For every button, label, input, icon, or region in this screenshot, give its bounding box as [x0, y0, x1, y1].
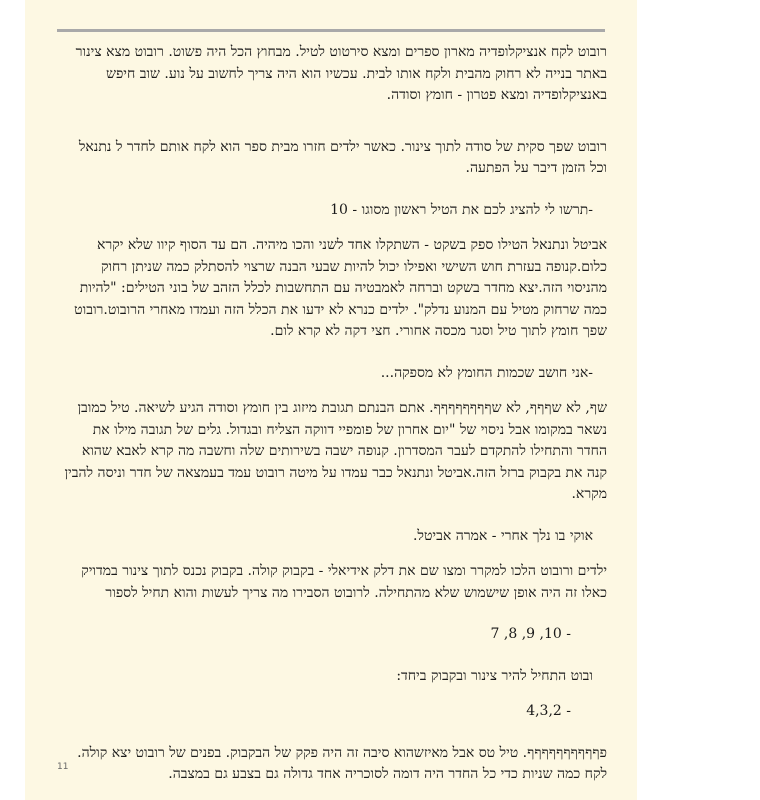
page-number: 11 — [57, 762, 69, 772]
dialog-line: ובוט התחיל להיר צינור ובקבוק ביחד: — [396, 667, 593, 684]
paragraph: שף, לא שףףף, לא שףףףףףףףף. אתם הבנתם תגובת מיזוג בין חומץ וסודה הגיע לשיאה. טיל כמובן נשאר במקומו אבל ניסוי של "יום אחרון של פומפיי דווקה הצליח ובגדול. גלים של תגובה מילו את החדר והתחילו להתקדם לעבר המסדרון. קנופה ישבה בשירותים שלה וחשבה מה קרא לאבא שהוא קנה את בקבוק ברזל הזה.אביטל ונתנאל כבר עמדו על מיטה רובוט עמד בעמצאה של חדר וניסה להבין מקרא. — [64, 400, 607, 502]
dialog-line: אוקי בו נלך אחרי - אמרה אביטל. — [412, 527, 593, 544]
paragraph: אביטל ונתנאל הטילו ספק בשקט - השתקלו אחד לשני והכו מיהיה. הם עד הסוף קיוו שלא יקרא כלום.קנופה בעזרת חוש השישי ואפילו יכול להיות שבעי הבנה שרצוי להסתלק כמה שניתן רחוק מהניסוי הזה.יצא מחדר בשקט וברחה לאמבטיה עם התחשבות לכלל הזהב של בוני הטילים: "להיות כמה שרחוק מטיל עם המנוע נדלק". ילדים כנרא לא ידעו את הכלל הזה ועמדו מאחרי הרובוט.רובוט שפך חומץ לתוך טיל וסגר מכסה אחורי. חצי דקה לא קרא לום. — [74, 237, 607, 339]
paragraph: רובוט לקח אנציקלופדיה מארון ספרים ומצא סירטוט לטיל. מבחוץ הכל היה פשוט. רובוט מצא צינור באתר בנייה לא רחוק מהבית ולקח אותו לבית. עכשיו הוא היה צריך לחשוב על נוע. שוב חיפש באנציקלופדיה ומצא פטרון - חומץ וסודה. — [75, 44, 607, 103]
document-page — [25, 0, 637, 800]
countdown-line: - 10, 9, 8, 7 — [490, 626, 571, 642]
paragraph: פףףףףףףףףףף. טיל טס אבל מאיזשהוא סיבה זה היה פקק של הבקבוק. בפנים של רובוט יצא קולה. לקח כמה שניות כדי כל החדר היה דומה לסוכריה אחד גדולה גם בצבע גם במצבה. — [77, 744, 607, 782]
paragraph: ילדים ורובוט הלכו למקרר ומצו שם את דלק אידיאלי - בקבוק קולה. בקבוק נכנס לתוך צינור במדויק כאלו זה היה אופן שישמוש שלא מהתחילה. לרובוט הסבירו מה צריך לעשות והוא תחיל לספור — [81, 563, 607, 601]
dialog-line: -תרשו לי להציג לכם את הטיל ראשון מסוגו - 10 — [330, 201, 593, 218]
countdown-line: - 4,3,2 — [526, 703, 571, 719]
top-rule — [57, 29, 605, 32]
dialog-line: -אני חושב שכמות החומץ לא מספקה... — [380, 364, 593, 381]
paragraph: רובוט שפך סקית של סודה לתוך צינור. כאשר ילדים חזרו מבית ספר הוא לקח אותם לחדר ל נתנאל וכל הזמן דיבר על הפתעה. — [78, 138, 607, 176]
text-body — [61, 42, 607, 800]
